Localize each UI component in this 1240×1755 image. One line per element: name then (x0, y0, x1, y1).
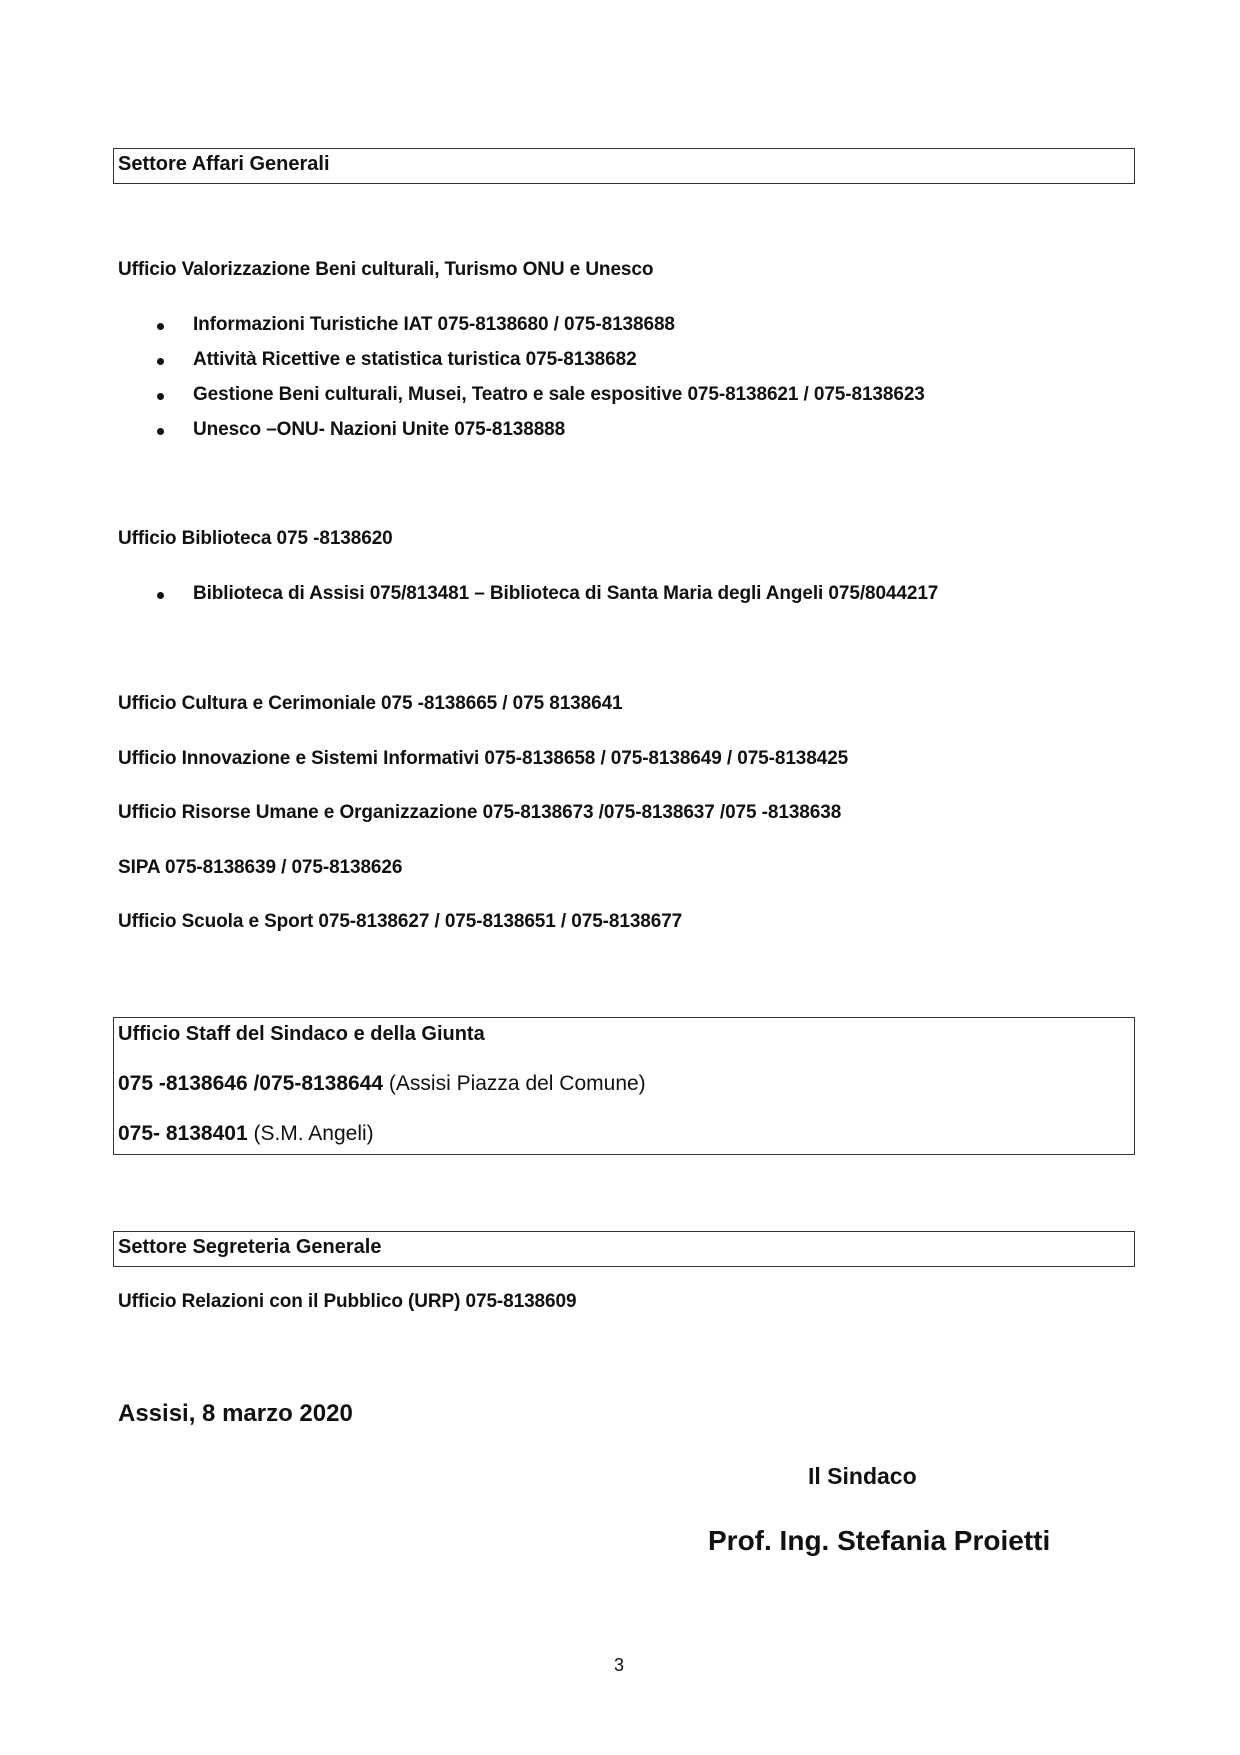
valorizzazione-list (193, 314, 925, 454)
staff-location-angeli: (S.M. Angeli) (247, 1122, 374, 1145)
affari-generali-heading: Settore Affari Generali (118, 153, 330, 175)
staff-sindaco-heading: Ufficio Staff del Sindaco e della Giunta (118, 1023, 485, 1045)
page-number: 3 (614, 1655, 625, 1675)
office-line-risorse-umane: Ufficio Risorse Umane e Organizzazione 075-8138673 /075-8138637 /075 -8138638 (118, 802, 842, 823)
bullet-icon (157, 323, 164, 330)
list-item (193, 583, 938, 618)
bullet-icon (157, 393, 164, 400)
biblioteca-list (193, 583, 938, 618)
segreteria-heading: Settore Segreteria Generale (118, 1236, 382, 1258)
list-item-text: Attività Ricettive e statistica turistica 075-8138682 (193, 349, 637, 370)
staff-phone-numbers-angeli: 075- 8138401 (118, 1122, 248, 1145)
list-item-text: Informazioni Turistiche IAT 075-8138680 / 075-8138688 (193, 314, 675, 335)
list-item (193, 419, 925, 454)
list-item-text: Unesco –ONU- Nazioni Unite 075-8138888 (193, 419, 566, 440)
staff-phone-line-angeli (118, 1122, 374, 1146)
document-date: Assisi, 8 marzo 2020 (118, 1400, 353, 1427)
staff-phone-numbers-assisi: 075 -8138646 /075-8138644 (118, 1072, 384, 1095)
bullet-icon (157, 428, 164, 435)
office-line-scuola-sport: Ufficio Scuola e Sport 075-8138627 / 075-8138651 / 075-8138677 (118, 911, 683, 932)
affari-generali-header-box (113, 148, 1135, 184)
staff-location-assisi: (Assisi Piazza del Comune) (383, 1072, 646, 1095)
segreteria-header-box (113, 1231, 1135, 1267)
mayor-title: Il Sindaco (808, 1463, 917, 1489)
biblioteca-office-title: Ufficio Biblioteca 075 -8138620 (118, 528, 393, 549)
list-item-text: Gestione Beni culturali, Musei, Teatro e sale espositive 075-8138621 / 075-8138623 (193, 384, 925, 405)
staff-sindaco-box (113, 1017, 1135, 1155)
mayor-name: Prof. Ing. Stefania Proietti (708, 1525, 1051, 1556)
office-line-innovazione: Ufficio Innovazione e Sistemi Informativi 075-8138658 / 075-8138649 / 075-8138425 (118, 748, 849, 769)
staff-phone-line-assisi (118, 1072, 646, 1096)
valorizzazione-office-title: Ufficio Valorizzazione Beni culturali, Turismo ONU e Unesco (118, 259, 654, 280)
bullet-icon (157, 592, 164, 599)
bullet-icon (157, 358, 164, 365)
list-item (193, 384, 925, 419)
office-line-sipa: SIPA 075-8138639 / 075-8138626 (118, 857, 403, 878)
list-item-text: Biblioteca di Assisi 075/813481 – Biblioteca di Santa Maria degli Angeli 075/8044217 (193, 583, 939, 604)
list-item (193, 314, 925, 349)
office-line-cultura: Ufficio Cultura e Cerimoniale 075 -8138665 / 075 8138641 (118, 693, 623, 714)
list-item (193, 349, 925, 384)
urp-office-line: Ufficio Relazioni con il Pubblico (URP) 075-8138609 (118, 1291, 577, 1312)
